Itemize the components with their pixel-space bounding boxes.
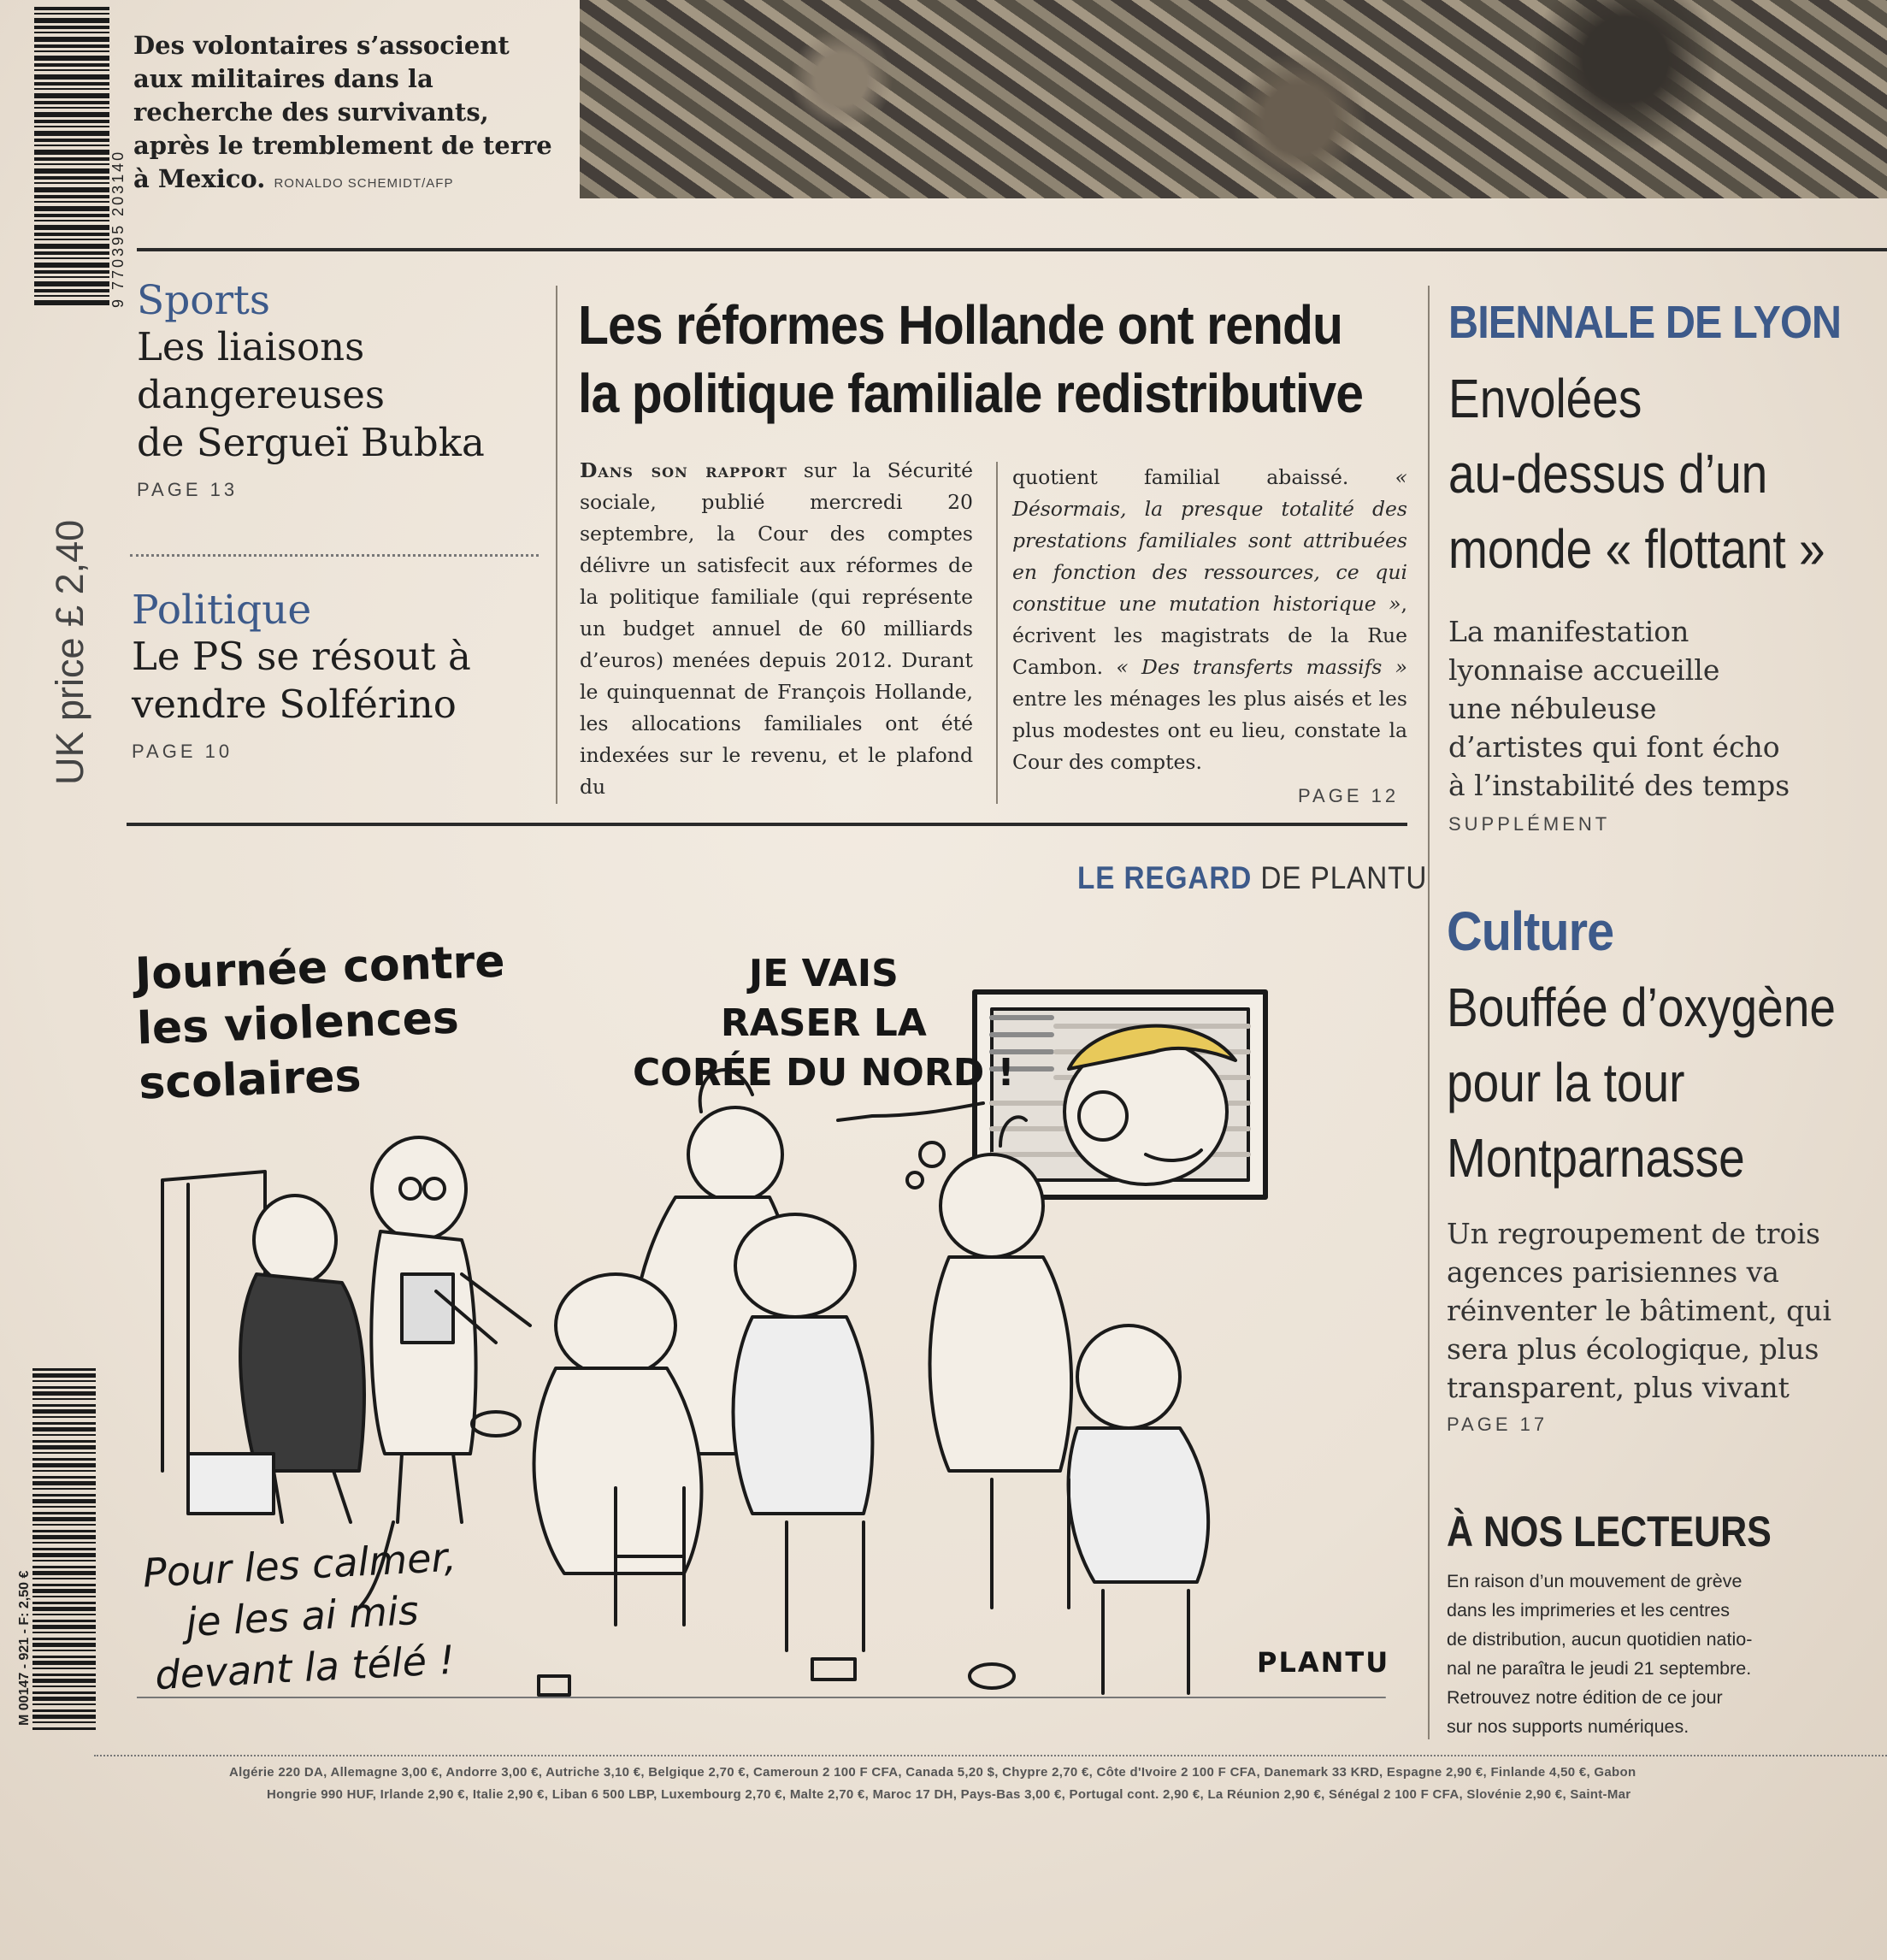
teaser-politique[interactable]: [132, 588, 542, 763]
teaser-page: PAGE 10: [132, 741, 233, 762]
cartoon-title: Journée contre les violences scolaires: [133, 936, 506, 1110]
biennale-kicker: BIENNALE DE LYON: [1448, 297, 1842, 348]
uk-price: UK price £ 2,40: [48, 519, 91, 785]
cartoon-caption: Pour les calmer, je les ai mis devant la télé !: [141, 1533, 457, 1699]
main-headline[interactable]: Les réformes Hollande ont rendu la politique familiale redistributive: [578, 294, 1364, 424]
separator-left: [556, 286, 557, 804]
footer-divider: [94, 1755, 1887, 1756]
teaser-title-line: Le PS se résout à: [132, 634, 471, 679]
teaser-title-line: vendre Solférino: [132, 682, 457, 727]
teaser-sports[interactable]: [137, 279, 547, 501]
teaser-title-line: dangereuses: [137, 372, 385, 417]
article-column-2: quotient familial abaissé. « Désormais, la presque totalité des prestations familiales sont attribuées en fonction des ressources, ce qui constitue une mutation historique », écrivent les magistrats de la Rue Cambon. « Des transferts massifs » entre les ménages les plus aisés et les plus modestes ont eu lieu, constate la Cour des comptes.: [1012, 465, 1408, 774]
notice-title: À NOS LECTEURS: [1447, 1508, 1772, 1556]
photo-caption: Des volontaires s’associent aux militaires dans la recherche des survivants, après le tremblement de terre à Mexico. RONALDO SCHEMIDT/AFP: [133, 31, 552, 193]
top-rule: [137, 248, 1887, 251]
article-lead: Dans son rapport: [580, 458, 787, 482]
teaser-title-line: Les liaisons: [137, 324, 365, 369]
cartoon-panel: [133, 924, 1402, 1727]
cartoon-signature: PLANTU: [1257, 1646, 1390, 1679]
photo-credit: RONALDO SCHEMIDT/AFP: [274, 176, 454, 191]
cartoon-rule: [127, 823, 1407, 826]
footer-prices-line1: Algérie 220 DA, Allemagne 3,00 €, Andorre 3,00 €, Autriche 3,10 €, Belgique 2,70 €, Cameroun 2 100 F CFA, Canada 5,20 $, Chypre 2,70 €, Côte d'Ivoire 2 100 F CFA, Danemark 33 KRD, Espagne 2,90 €, Finlande 4,50 €, Gabon: [229, 1765, 1636, 1780]
biennale-page: SUPPLÉMENT: [1448, 813, 1611, 835]
separator-mid: [996, 462, 998, 804]
teaser-divider: [130, 554, 539, 557]
biennale-teaser[interactable]: BIENNALE DE LYON Envolées au-dessus d’un monde « flottant » La manifestation lyonnaise accueille une nébuleuse d’artistes qui font écho à l’instabilité des temps SUPPLÉMENT: [1448, 296, 1876, 835]
article-column-1: Dans son rapport sur la Sécurité sociale, publié mercredi 20 septembre, la Cour des comptes délivre un satisfecit aux réformes de la politique familiale (qui représente un budget annuel de 60 milliards d’euros) menées depuis 2012. Durant le quinquennat de François Hollande, les allocations familiales ont été indexées sur le revenu, et le plafond du: [580, 458, 973, 799]
cartoon-section-label: LE REGARD DE PLANTU: [1077, 860, 1428, 895]
top-barcode: [34, 7, 109, 308]
culture-page: PAGE 17: [1447, 1414, 1548, 1435]
teaser-page: PAGE 13: [137, 479, 239, 500]
culture-kicker: Culture: [1447, 900, 1614, 962]
earthquake-photo: [580, 0, 1887, 198]
culture-teaser[interactable]: Culture Bouffée d’oxygène pour la tour Montparnasse Un regroupement de trois agences parisiennes va réinventer le bâtiment, qui sera plus écologique, plus transparent, plus vivant PAGE 17: [1447, 900, 1874, 1436]
cartoon-speech: JE VAIS RASER LA CORÉE DU NORD !: [633, 952, 1015, 1095]
bottom-barcode: [32, 1368, 96, 1731]
barcode-top-digits: 9 770395 203140: [109, 149, 127, 308]
article-page: PAGE 12: [1298, 785, 1400, 806]
footer-prices-line2: Hongrie 990 HUF, Irlande 2,90 €, Italie 2,90 €, Liban 6 500 LBP, Luxembourg 2,70 €, Malte 2,70 €, Maroc 17 DH, Pays-Bas 3,00 €, Portugal cont. 2,90 €, La Réunion 2,90 €, Sénégal 2 100 F CFA, Slovénie 2,90 €, Saint-Mar: [267, 1787, 1631, 1802]
teaser-kicker: Politique: [132, 587, 312, 634]
notice-box: À NOS LECTEURS En raison d’un mouvement de grève dans les imprimeries et les centres de distribution, aucun quotidien natio- nal ne paraîtra le jeudi 21 septembre. Retrouvez notre édition de ce jour sur nos supports numériques.: [1447, 1507, 1874, 1741]
teaser-title-line: de Sergueï Bubka: [137, 420, 485, 465]
teaser-kicker: Sports: [137, 277, 271, 324]
barcode-bottom-text: M 00147 - 921 - F: 2,50 €: [17, 1570, 32, 1726]
separator-right: [1428, 286, 1430, 1739]
